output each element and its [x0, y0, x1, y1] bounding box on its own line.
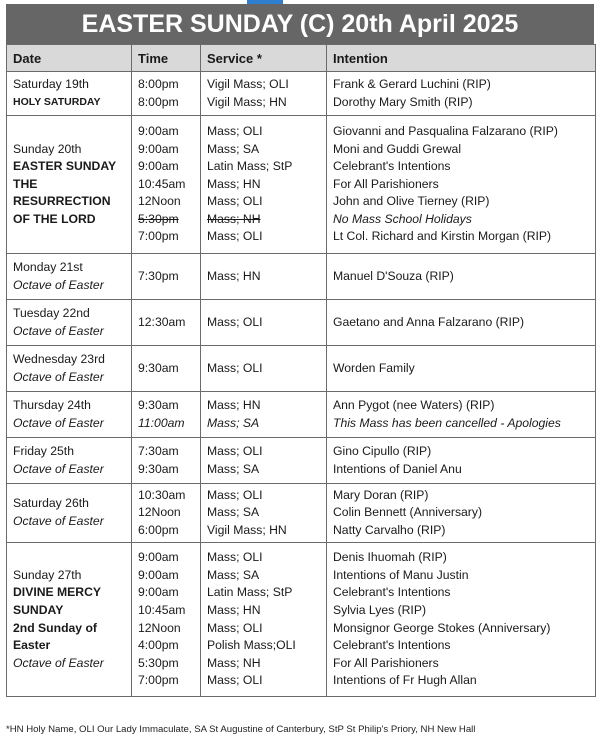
mass-time: 10:45am	[138, 602, 186, 617]
service-cell	[201, 484, 327, 543]
date-cell	[7, 72, 132, 116]
time-cell	[132, 392, 201, 438]
day-label: Tuesday 22nd	[13, 305, 90, 320]
page-title: EASTER SUNDAY (C) 20th April 2025	[6, 4, 594, 44]
feast-label: Octave of Easter	[13, 323, 104, 338]
service-name: Mass; OLI	[207, 443, 263, 458]
mass-intention: Worden Family	[333, 360, 415, 375]
mass-time: 7:30pm	[138, 268, 179, 283]
mass-intention: Frank & Gerard Luchini (RIP)	[333, 76, 491, 91]
intention-cell	[327, 392, 596, 438]
service-name: Vigil Mass; HN	[207, 94, 287, 109]
schedule-row	[7, 438, 596, 484]
service-cell	[201, 72, 327, 116]
mass-intention: Colin Bennett (Anniversary)	[333, 505, 483, 520]
mass-intention: John and Olive Tierney (RIP)	[333, 194, 490, 209]
mass-intention: For All Parishioners	[333, 655, 439, 670]
mass-intention: No Mass School Holidays	[333, 211, 472, 226]
time-cell	[132, 438, 201, 484]
mass-intention: Denis Ihuomah (RIP)	[333, 550, 447, 565]
schedule-row	[7, 116, 596, 254]
mass-time: 10:45am	[138, 176, 186, 191]
service-name: Mass; OLI	[207, 360, 263, 375]
feast-label: Octave of Easter	[13, 514, 104, 528]
intention-cell	[327, 116, 596, 254]
date-cell	[7, 346, 132, 392]
service-name: Vigil Mass; HN	[207, 522, 287, 537]
schedule-row	[7, 300, 596, 346]
feast-label: Octave of Easter	[13, 277, 104, 292]
service-name: Mass; OLI	[207, 673, 263, 688]
mass-intention: Intentions of Manu Justin	[333, 567, 469, 582]
mass-intention: Mary Doran (RIP)	[333, 487, 429, 502]
feast-label: DIVINE MERCY	[13, 585, 102, 600]
time-cell	[132, 484, 201, 543]
day-label: Friday 25th	[13, 443, 74, 458]
feast-label: HOLY SATURDAY	[13, 95, 101, 108]
mass-intention: Intentions of Daniel Anu	[333, 461, 462, 476]
mass-time: 9:00am	[138, 550, 179, 565]
mass-intention: Lt Col. Richard and Kirstin Morgan (RIP)	[333, 229, 552, 244]
feast-label: Easter	[13, 638, 51, 653]
service-cell	[201, 254, 327, 300]
service-cell	[201, 116, 327, 254]
mass-intention: Celebrant's Intentions	[333, 638, 451, 653]
mass-time: 7:00pm	[138, 229, 179, 244]
time-cell	[132, 72, 201, 116]
mass-time: 7:30am	[138, 443, 179, 458]
mass-time: 11:00am	[138, 415, 185, 430]
service-name: Latin Mass; StP	[207, 159, 293, 174]
service-name: Mass; OLI	[207, 123, 263, 138]
feast-label: EASTER SUNDAY	[13, 159, 117, 174]
service-name: Mass; SA	[207, 141, 260, 156]
date-cell	[7, 484, 132, 543]
mass-time: 8:00pm	[138, 94, 179, 109]
service-name: Mass; OLI	[207, 314, 263, 329]
mass-intention: Gino Cipullo (RIP)	[333, 443, 432, 458]
feast-label: Octave of Easter	[13, 415, 104, 430]
service-name: Mass; OLI	[207, 550, 263, 565]
mass-intention: Gaetano and Anna Falzarano (RIP)	[333, 314, 525, 329]
mass-time: 5:30pm	[138, 655, 179, 670]
mass-intention: Manuel D'Souza (RIP)	[333, 268, 454, 283]
feast-label: SUNDAY	[13, 602, 64, 617]
service-name: Mass; SA	[207, 415, 260, 430]
intention-cell	[327, 254, 596, 300]
time-cell	[132, 116, 201, 254]
mass-time: 9:00am	[138, 585, 179, 600]
date-cell	[7, 116, 132, 254]
schedule-row	[7, 484, 596, 543]
column-header-date: Date	[7, 45, 132, 72]
intention-cell	[327, 346, 596, 392]
feast-label: Octave of Easter	[13, 369, 104, 384]
service-name: Mass; OLI	[207, 487, 263, 502]
service-cell	[201, 438, 327, 484]
mass-intention: This Mass has been cancelled - Apologies	[333, 415, 561, 430]
mass-time: 9:30am	[138, 461, 179, 476]
service-name: Mass; NH	[207, 655, 261, 670]
service-name: Mass; SA	[207, 461, 260, 476]
day-label: Sunday 20th	[13, 141, 82, 156]
feast-label: OF THE LORD	[13, 211, 96, 226]
service-name: Mass; HN	[207, 397, 261, 412]
feast-label: 2nd Sunday of	[13, 620, 97, 635]
mass-time: 7:00pm	[138, 673, 179, 688]
service-name: Mass; HN	[207, 602, 261, 617]
mass-time: 12Noon	[138, 505, 181, 520]
intention-cell	[327, 438, 596, 484]
day-label: Saturday 19th	[13, 76, 89, 91]
day-label: Sunday 27th	[13, 567, 82, 582]
intention-cell	[327, 300, 596, 346]
mass-intention: For All Parishioners	[333, 176, 439, 191]
mass-intention: Celebrant's Intentions	[333, 585, 451, 600]
mass-time: 10:30am	[138, 487, 186, 502]
mass-time: 8:00pm	[138, 76, 179, 91]
intention-cell	[327, 543, 596, 697]
column-header-time: Time	[132, 45, 201, 72]
day-label: Wednesday 23rd	[13, 351, 105, 366]
service-cell	[201, 300, 327, 346]
day-label: Saturday 26th	[13, 496, 89, 511]
mass-time: 9:00am	[138, 141, 179, 156]
time-cell	[132, 346, 201, 392]
service-name: Mass; OLI	[207, 194, 263, 209]
service-name: Vigil Mass; OLI	[207, 76, 289, 91]
mass-intention: Intentions of Fr Hugh Allan	[333, 673, 477, 688]
schedule-row	[7, 346, 596, 392]
time-cell	[132, 543, 201, 697]
mass-intention: Celebrant's Intentions	[333, 159, 451, 174]
mass-schedule-table	[6, 44, 596, 697]
service-name: Mass; NH	[207, 211, 261, 226]
day-label: Thursday 24th	[13, 397, 91, 412]
mass-time: 9:30am	[138, 397, 179, 412]
date-cell	[7, 438, 132, 484]
intention-cell	[327, 484, 596, 543]
mass-time: 12Noon	[138, 194, 181, 209]
feast-label: THE	[13, 176, 38, 191]
header-row	[7, 45, 596, 72]
intention-cell	[327, 72, 596, 116]
schedule-row	[7, 72, 596, 116]
mass-time: 6:00pm	[138, 522, 179, 537]
date-cell	[7, 300, 132, 346]
mass-time: 9:00am	[138, 123, 179, 138]
feast-label: Octave of Easter	[13, 655, 104, 670]
mass-intention: Sylvia Lyes (RIP)	[333, 602, 427, 617]
mass-time: 4:00pm	[138, 638, 179, 653]
mass-intention: Natty Carvalho (RIP)	[333, 522, 446, 537]
feast-label: Octave of Easter	[13, 461, 104, 476]
service-name: Mass; SA	[207, 505, 260, 520]
service-name: Mass; HN	[207, 176, 261, 191]
service-cell	[201, 543, 327, 697]
schedule-row	[7, 543, 596, 697]
service-cell	[201, 346, 327, 392]
time-cell	[132, 300, 201, 346]
service-cell	[201, 392, 327, 438]
column-header-intention: Intention	[327, 45, 596, 72]
footnote: *HN Holy Name, OLI Our Lady Immaculate, SA St Augustine of Canterbury, StP St Philip's Priory, NH New Hall	[6, 724, 476, 735]
service-name: Latin Mass; StP	[207, 585, 293, 600]
mass-time: 5:30pm	[138, 211, 179, 226]
time-cell	[132, 254, 201, 300]
mass-intention: Dorothy Mary Smith (RIP)	[333, 94, 473, 109]
mass-time: 12Noon	[138, 620, 181, 635]
column-header-service: Service *	[201, 45, 327, 72]
service-name: Polish Mass;OLI	[207, 638, 296, 653]
date-cell	[7, 543, 132, 697]
date-cell	[7, 254, 132, 300]
mass-time: 9:00am	[138, 159, 179, 174]
mass-intention: Ann Pygot (nee Waters) (RIP)	[333, 397, 495, 412]
mass-time: 9:30am	[138, 360, 179, 375]
schedule-row	[7, 254, 596, 300]
mass-intention: Monsignor George Stokes (Anniversary)	[333, 620, 551, 635]
feast-label: RESURRECTION	[13, 194, 111, 209]
service-name: Mass; OLI	[207, 229, 263, 244]
mass-intention: Giovanni and Pasqualina Falzarano (RIP)	[333, 123, 558, 138]
mass-time: 12:30am	[138, 314, 186, 329]
service-name: Mass; SA	[207, 567, 260, 582]
service-name: Mass; HN	[207, 268, 261, 283]
mass-time: 9:00am	[138, 567, 179, 582]
day-label: Monday 21st	[13, 259, 83, 274]
service-name: Mass; OLI	[207, 620, 263, 635]
mass-intention: Moni and Guddi Grewal	[333, 141, 462, 156]
schedule-row	[7, 392, 596, 438]
date-cell	[7, 392, 132, 438]
